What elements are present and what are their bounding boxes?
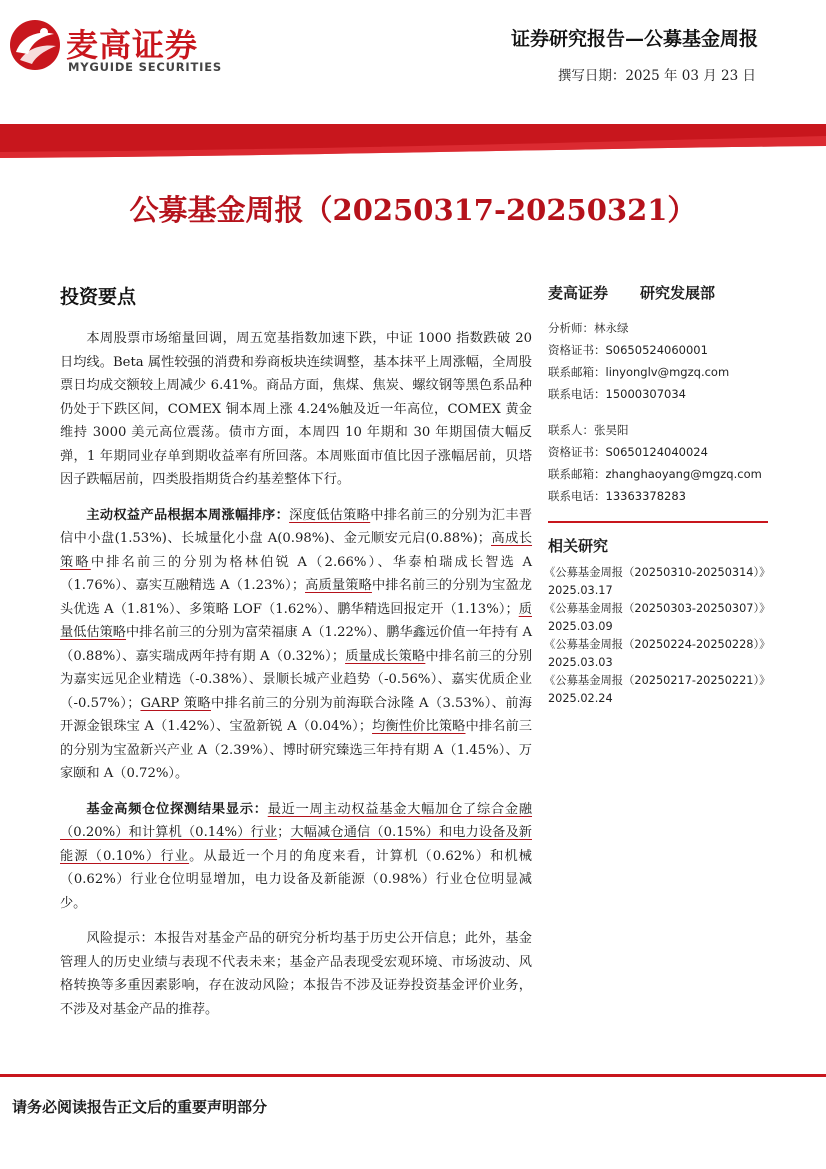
strategy-balanced-value-text: 中排名前三的分别为宝盈新兴产业 A（2.39%）、博时研究臻选三年持有期 A（1.45%）、万家颐和 A（0.72%）。 — [60, 719, 533, 781]
strategy-high-quality-text: 中排名前三的分别为宝盈龙头优选 A（1.81%）、多策略 LOF（1.62%）、鹏华精选回报定开（1.13%）； — [60, 578, 532, 617]
related-item-title[interactable]: 《公募基金周报（20250303-20250307）》 — [544, 602, 771, 615]
strategy-balanced-value: 均衡性价比策略 — [372, 719, 466, 734]
market-summary-paragraph: 本周股票市场缩量回调，周五宽基指数加速下跌，中证 1000 指数跌破 20 日均线。Beta 属性较强的消费和券商板块连续调整，基本抹平上周涨幅，全周股票日均成交额较上周减少 6.41%。商品方面，焦煤、焦炭、螺纹钢等黑色系品种仍处于下跌区间，COMEX 铜本周上涨 4.24%触及近一年高位，COMEX 黄金维持 3000 美元高位震荡。债市方面，本周四 10 年期和 30 年期国债大幅反弹，1 年期同业存单到期收益率有所回落。本周账面市值比因子涨幅居前，贝塔因子跌幅居前，四类股指期货合约基差整体下行。 — [60, 331, 532, 487]
strategy-deep-value: 深度低估策略 — [289, 507, 371, 523]
key-points-section — [60, 282, 532, 1033]
risk-warning-paragraph: 风险提示：本报告对基金产品的研究分析均基于历史公开信息；此外，基金管理人的历史业绩与表现不代表未来；基金产品表现受宏观环境、市场波动、风格转换等多重因素影响，存在波动风险；本报告不涉及证券投资基金评价业务，不涉及对基金产品的推荐。 — [60, 931, 532, 1017]
strategy-quality-value-text: 中排名前三的分别为富荣福康 A（1.22%）、鹏华鑫远价值一年持有 A（0.88%）、嘉实瑞成两年持有期 A（0.32%）； — [60, 625, 533, 664]
report-date: 撰写日期：2025 年 03 月 23 日 — [557, 68, 756, 84]
analyst-phone: 联系电话：15000307034 — [548, 387, 686, 401]
related-item-date: 2025.03.17 — [548, 584, 613, 597]
position-decrease-note: 大幅减仓通信（0.15%）和电力设备及新能源（0.10%）行业 — [60, 825, 532, 864]
related-item[interactable] — [544, 564, 771, 600]
logo-name-en: MYGUIDE SECURITIES — [68, 60, 222, 74]
contact-email: 联系邮箱：zhanghaoyang@mgzq.com — [548, 467, 762, 481]
contact-license: 资格证书：S0650124040024 — [548, 445, 708, 459]
footer-divider — [0, 1074, 826, 1077]
strategy-garp: GARP 策略 — [140, 695, 211, 711]
related-item-date: 2025.03.03 — [548, 656, 613, 669]
related-item[interactable] — [544, 636, 771, 672]
position-separator: ； — [277, 825, 291, 840]
page-title: 公募基金周报（20250317-20250321） — [129, 193, 697, 227]
key-points-heading: 投资要点 — [60, 286, 137, 308]
active-equity-paragraph — [60, 504, 532, 786]
logo-mark-icon — [8, 18, 62, 72]
related-item-date: 2025.03.09 — [548, 620, 613, 633]
related-item[interactable] — [544, 672, 771, 708]
related-item-title[interactable]: 《公募基金周报（20250217-20250221）》 — [544, 674, 771, 687]
header-red-band — [0, 122, 826, 160]
logo-name-cn: 麦高证券 — [66, 26, 199, 64]
analyst-license: 资格证书：S0650524060001 — [548, 343, 708, 357]
related-item[interactable] — [544, 600, 771, 636]
strategy-deep-value-text: 中排名前三的分别为汇丰晋信中小盘(1.53%)、长城量化小盘 A(0.98%)、金元顺安元启(0.88%)； — [60, 507, 533, 546]
sidebar-header — [548, 282, 768, 303]
contact-phone: 联系电话：13363378283 — [548, 489, 686, 503]
strategy-high-growth-text: 中排名前三的分别为格林伯锐 A（2.66%）、华泰柏瑞成长智选 A（1.76%）、嘉实互融精选 A（1.23%）； — [60, 554, 532, 593]
position-detection-paragraph — [60, 798, 532, 916]
strategy-high-growth: 高成长策略 — [60, 531, 533, 570]
strategy-high-quality: 高质量策略 — [305, 578, 372, 593]
sidebar-company: 麦高证券 — [548, 284, 609, 302]
related-item-title[interactable]: 《公募基金周报（20250310-20250314）》 — [544, 566, 771, 579]
sidebar-department: 研究发展部 — [640, 284, 716, 302]
analyst-name: 分析师：林永绿 — [548, 321, 629, 335]
sidebar — [544, 282, 771, 708]
footer-notice: 请务必阅读报告正文后的重要声明部分 — [12, 1098, 268, 1116]
active-equity-lead: 主动权益产品根据本周涨幅排序： — [86, 507, 290, 523]
report-type: 证券研究报告—公募基金周报 — [510, 28, 758, 50]
related-item-date: 2025.02.24 — [548, 692, 613, 705]
position-month-note: 。从最近一个月的角度来看，计算机（0.62%）和机械（0.62%）行业仓位明显增加，电力设备及新能源（0.98%）行业仓位明显减少。 — [60, 848, 532, 911]
position-detection-lead: 基金高频仓位探测结果显示： — [86, 801, 268, 817]
sidebar-divider — [548, 521, 768, 523]
strategy-quality-growth: 质量成长策略 — [345, 648, 426, 664]
strategy-garp-text: 中排名前三的分别为前海联合泳隆 A（3.53%）、前海开源金银珠宝 A（1.42%）、宝盈新锐 A（0.04%）； — [60, 695, 532, 734]
strategy-quality-value: 质量低估策略 — [60, 601, 532, 640]
company-logo — [8, 18, 222, 76]
strategy-quality-growth-text: 中排名前三的分别为嘉实远见企业精选（-0.38%）、景顺长城产业趋势（-0.56%）、嘉实优质企业（-0.57%）； — [60, 648, 533, 711]
related-research-heading: 相关研究 — [548, 537, 609, 555]
related-item-title[interactable]: 《公募基金周报（20250224-20250228）》 — [544, 638, 771, 651]
position-increase-note: 最近一周主动权益基金大幅加仓了综合金融（0.20%）和计算机（0.14%）行业 — [60, 801, 533, 840]
analyst-email: 联系邮箱：linyonglv@mgzq.com — [548, 365, 730, 379]
contact-name: 联系人：张昊阳 — [548, 423, 629, 437]
